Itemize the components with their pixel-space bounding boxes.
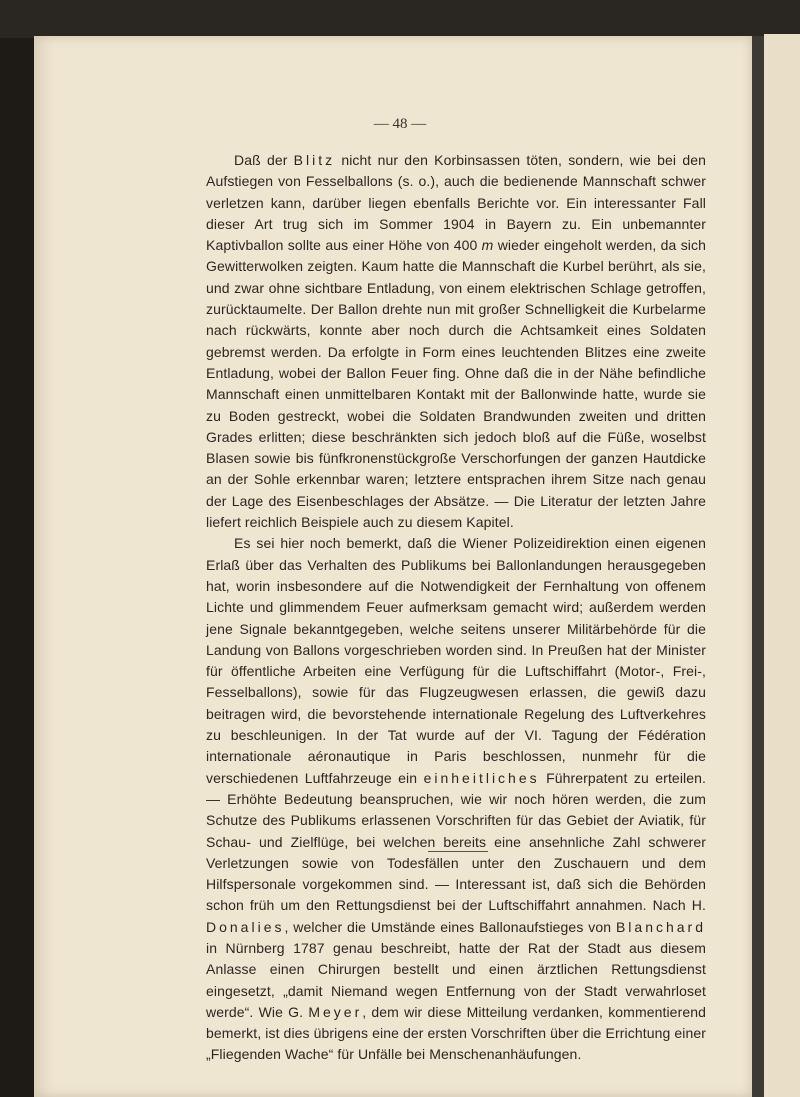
spaced-name-meyer: Meyer — [308, 1003, 363, 1020]
section-end-rule — [428, 851, 488, 852]
adjacent-page-edge — [764, 34, 800, 1097]
text-run: Führerpatent zu erteilen. — Erhöhte Bedeutung beanspruchen, wie wir noch hören werden, die zum Schutze des Publikums erlassenen Vorschriften für das Gebiet der Aviatik, für Schau- und Zielflüge, bei welchen bereits eine ansehnliche Zahl schwerer Verletzungen sowie von Todesfällen unter den Zuschauern und dem Hilfspersonale vorgekommen sind. — Interessant ist, daß sich die Behörden schon früh um den Rettungsdienst bei der Luftschiffahrt annahmen. Nach H. — [206, 769, 706, 914]
text-run: wieder eingeholt werden, da sich Gewitterwolken zeigten. Kaum hatte die Mannschaft die Kurbel berührt, als sie, und zwar ohne sichtbare Entladung, von einem elektrischen Schlage getroffen, zurücktaumelte. Der Ballon drehte nun mit großer Schnelligkeit die Kurbelarme nach rückwärts, konnte aber noch durch die Achtsamkeit eines Soldaten gebremst werden. Da erfolgte in Form eines leuchtenden Blitzes eine zweite Entladung, wobei der Ballon Feuer fing. Ohne daß die in der Nähe befindliche Mannschaft einen unmittelbaren Kontakt mit der Ballonwinde hatte, wurde sie zu Boden gestreckt, wobei die Soldaten Brandwunden zweiten und dritten Grades erlitten; diese beschränkten sich jedoch bloß auf die Füße, woselbst Blasen sowie bis fünfkronenstückgroße Verschorfungen der ganzen Hautdicke an der Sohle erkennbar waren; letztere entsprachen ihrem Sitze nach genau der Lage des Eisenbeschlages der Absätze. — Die Literatur der letzten Jahre liefert reichlich Beispiele auch zu diesem Kapitel. — [206, 237, 707, 531]
spaced-term-einheitliches: einheitliches — [423, 769, 540, 786]
page-number: — 48 — — [373, 116, 427, 132]
text-run: , dem wir diese Mitteilung verdanken, kommentierend bemerkt, ist dies übrigens eine der ersten Vorschriften über die Errichtung einer „Fliegenden Wache“ für Unfälle bei Menschenanhäufungen. — [206, 1003, 706, 1063]
text-run: Es sei hier noch bemerkt, daß die Wiener Polizeidirektion einen eigenen Erlaß über das Verhalten des Publikums bei Ballonlandungen herausgegeben hat, worin insbesondere auf die Notwendigkeit der Fernhaltung von offenem Lichte und glimmendem Feuer aufmerksam gemacht wird; außerdem werden jene Signale bekanntgegeben, welche seitens unserer Militärbehörde für die Landung von Ballons vorgeschrieben worden sind. In Preußen hat der Minister für öffentliche Arbeiten eine Verfügung für die Luftschiffahrt (Motor-, Frei-, Fesselballons), sowie für das Flugzeugwesen erlassen, die gewiß dazu beitragen wird, die bevorstehende internationale Regelung des Luftverkehres zu beschleunigen. In der Tat wurde auf der VI. Tagung der Fédération internationale aéronautique in Paris beschlossen, nunmehr für die verschiedenen Luftfahrzeuge ein — [206, 535, 706, 786]
paragraph-2 — [206, 533, 706, 1065]
spaced-name-blanchard: Blanchard — [615, 918, 706, 935]
paragraph-1 — [206, 150, 706, 533]
scan-background — [0, 0, 800, 38]
book-gutter — [752, 36, 764, 1097]
text-run: nicht nur den Korbinsassen töten, sondern, wie bei den Aufstiegen von Fesselballons (s. o.), auch die bedienende Mannschaft schwer verletzen kann, darüber liegen ebenfalls Berichte vor. Ein interessanter Fall dieser Art trug sich im Sommer 1904 in Bayern zu. Ein unbemannter Kaptivballon sollte aus einer Höhe von 400 — [206, 152, 706, 254]
text-run: , welcher die Umstände eines Ballonaufstieges von — [284, 918, 616, 935]
unit-meter: m — [481, 237, 494, 254]
text-run: in Nürnberg 1787 genau beschreibt, hatte der Rat der Stadt aus diesem Anlasse einen Chirurgen bestellt und einen ärztlichen Rettungsdienst eingesetzt, „damit Niemand wegen Entfernung von der Stadt verwahrloset werde“. Wie G. — [206, 939, 706, 1020]
spaced-term-blitz: Blitz — [293, 152, 336, 168]
text-run: Daß der — [234, 152, 294, 168]
spaced-name-donalies: Donalies — [206, 918, 285, 935]
body-text — [206, 150, 706, 1066]
